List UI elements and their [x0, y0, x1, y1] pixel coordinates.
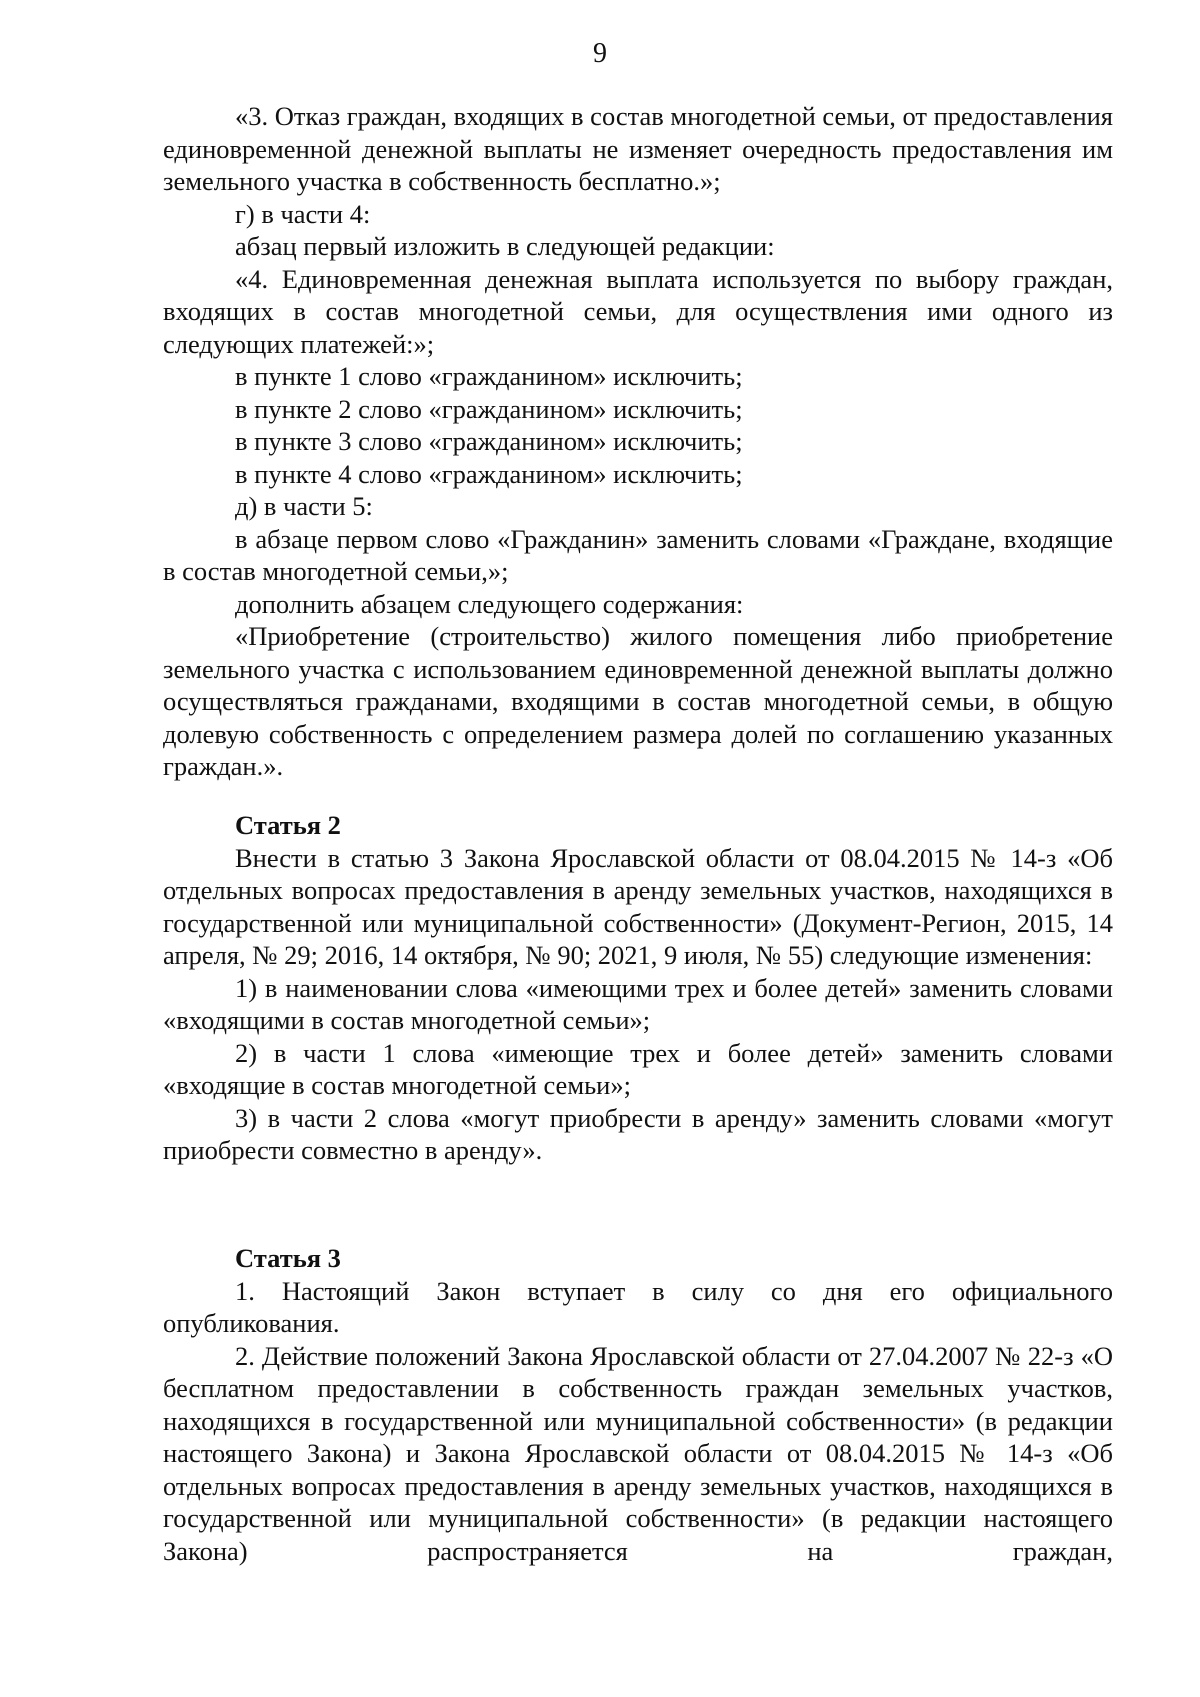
- paragraph-part-3-text: «3. Отказ граждан, входящих в состав многодетной семьи, от предоставления единовременной денежной выплаты не изменяет очередность предоставления им земельного участка в собственность бесплатно.»;: [163, 101, 1113, 196]
- paragraph-add-abzats: дополнить абзацем следующего содержания:: [235, 588, 744, 619]
- article-2-intro: Внести в статью 3 Закона Ярославской области от 08.04.2015 № 14-з «Об отдельных вопросах предоставления в аренду земельных участков, находящихся в государственной или муниципальной собственности» (Документ-Регион, 2015, 14 апреля, № 29; 2016, 14 октября, № 90; 2021, 9 июля, № 55) следующие изменения:: [163, 842, 1113, 970]
- article-3-item-1: 1. Настоящий Закон вступает в силу со дня его официального опубликования.: [163, 1275, 1113, 1338]
- article-3-item-2: 2. Действие положений Закона Ярославской области от 27.04.2007 № 22-з «О бесплатном предоставлении в собственность граждан земельных участков, находящихся в государственной или муниципальной собственности» (в редакции настоящего Закона) и Закона Ярославской области от 08.04.2015 № 14-з «Об отдельных вопросах предоставления в аренду земельных участков, находящихся в государственной или муниципальной собственности» (в редакции настоящего Закона) распространяется на граждан,: [163, 1340, 1113, 1566]
- paragraph-point-3: в пункте 3 слово «гражданином» исключить;: [235, 426, 743, 456]
- paragraph-part-5-replace: в абзаце первом слово «Гражданин» заменить словами «Граждане, входящие в состав многодетной семьи,»;: [163, 523, 1113, 586]
- paragraph-point-1: в пункте 1 слово «гражданином» исключить;: [235, 361, 743, 391]
- paragraph-point-2: в пункте 2 слово «гражданином» исключить;: [235, 393, 743, 424]
- article-2-item-3: 3) в части 2 слова «могут приобрести в аренду» заменить словами «могут приобрести совместно в аренду».: [163, 1102, 1113, 1165]
- article-3-section: [163, 1242, 1113, 1567]
- amendments-continuation: [163, 100, 1113, 783]
- paragraph-new-abzats-text: «Приобретение (строительство) жилого помещения либо приобретение земельного участка с использованием единовременной денежной выплаты должно осуществляться гражданами, входящими в состав многодетной семьи, в общую долевую собственность с определением размера долей по соглашению указанных граждан.».: [163, 621, 1113, 781]
- article-2-heading: Статья 2: [235, 810, 341, 840]
- paragraph-part-4-text: «4. Единовременная денежная выплата используется по выбору граждан, входящих в состав многодетной семьи, для осуществления ими одного из следующих платежей:»;: [163, 263, 1113, 359]
- article-2-section: [163, 809, 1113, 1167]
- paragraph-item-d: д) в части 5:: [235, 491, 373, 521]
- article-3-heading: Статья 3: [235, 1243, 341, 1273]
- paragraph-item-g: г) в части 4:: [235, 198, 371, 229]
- page-number: 9: [593, 38, 607, 69]
- article-2-item-1: 1) в наименовании слова «имеющими трех и более детей» заменить словами «входящими в состав многодетной семьи»;: [163, 972, 1113, 1035]
- paragraph-first-abzats: абзац первый изложить в следующей редакции:: [235, 231, 775, 261]
- paragraph-point-4: в пункте 4 слово «гражданином» исключить;: [235, 458, 743, 489]
- article-2-item-2: 2) в части 1 слова «имеющие трех и более детей» заменить словами «входящие в состав многодетной семьи»;: [163, 1037, 1113, 1100]
